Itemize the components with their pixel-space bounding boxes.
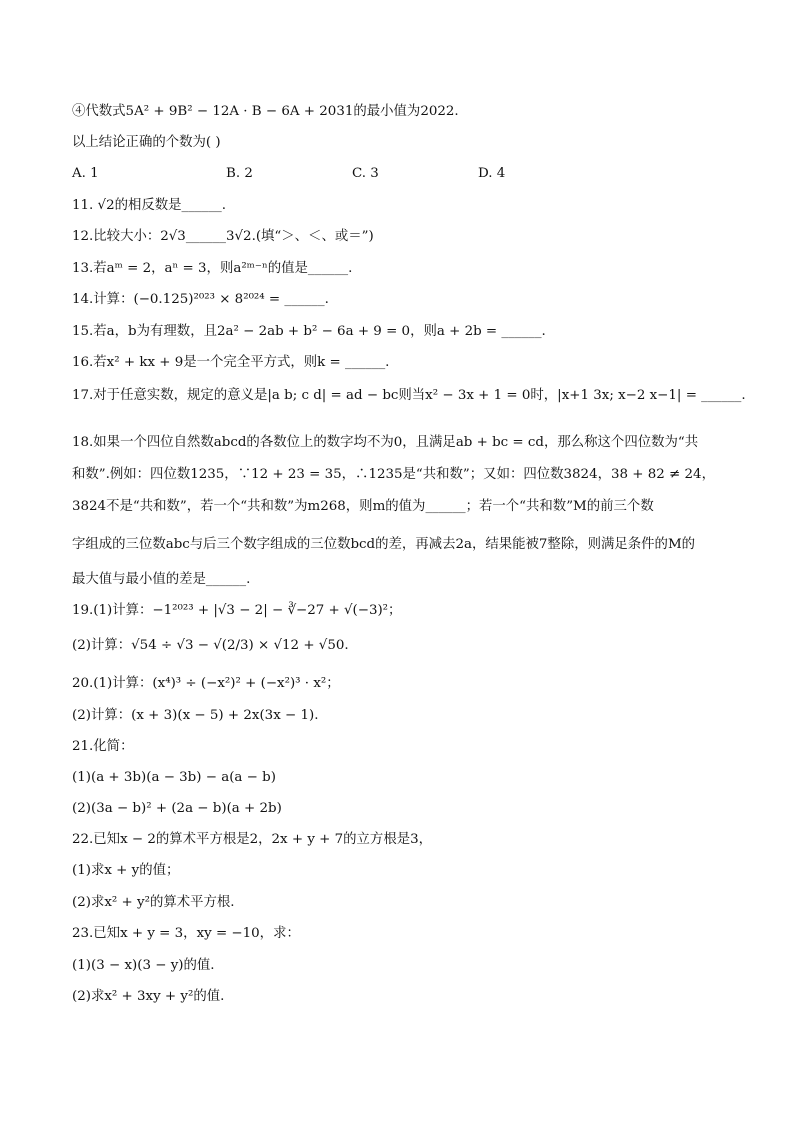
question-14: 14.计算：(−0.125)²⁰²³ × 8²⁰²⁴ = ______. [72,292,329,307]
question-10-prompt: 以上结论正确的个数为( ) [72,135,221,150]
question-19-part-1: 19.(1)计算：−1²⁰²³ + |√3 − 2| − ∛−27 + √(−3)²； [72,603,402,618]
question-21-part-1: (1)(a + 3b)(a − 3b) − a(a − b) [72,770,276,785]
question-22-heading: 22.已知x − 2的算术平方根是2，2x + y + 7的立方根是3， [72,832,433,847]
question-23-part-2: (2)求x² + 3xy + y²的值. [72,989,225,1004]
statement-4: ④代数式5A² + 9B² − 12A · B − 6A + 2031的最小值为2022. [72,104,459,119]
question-18-line-3: 3824不是“共和数”，若一个“共和数”为m268，则m的值为______；若一个“共和数”M的前三个数 [72,499,654,514]
question-12: 12.比较大小：2√3______3√2.(填“＞、＜、或＝”) [72,229,374,244]
question-23-part-1: (1)(3 − x)(3 − y)的值. [72,958,215,973]
question-17: 17.对于任意实数，规定的意义是|a b; c d| = ad − bc则当x² − 3x + 1 = 0时，|x+1 3x; x−2 x−1| = ______. [72,388,746,403]
question-23-heading: 23.已知x + y = 3，xy = −10，求： [72,926,300,941]
choice-d: D. 4 [478,166,506,181]
question-18-line-4: 字组成的三位数abc与后三个数字组成的三位数bcd的差，再减去2a，结果能被7整除，则满足条件的M的 [72,537,696,552]
choice-c: C. 3 [352,166,379,181]
choice-b: B. 2 [226,166,253,181]
question-22-part-2: (2)求x² + y²的算术平方根. [72,895,235,910]
question-20-part-2: (2)计算：(x + 3)(x − 5) + 2x(3x − 1). [72,708,319,723]
question-21-part-2: (2)(3a − b)² + (2a − b)(a + 2b) [72,801,282,816]
question-22-part-1: (1)求x + y的值； [72,863,180,878]
question-15: 15.若a，b为有理数，且2a² − 2ab + b² − 6a + 9 = 0，则a + 2b = ______. [72,324,546,339]
question-19-part-2: (2)计算：√54 ÷ √3 − √(2/3) × √12 + √50. [72,638,349,653]
question-11: 11. √2的相反数是______. [72,198,226,213]
question-10-choices [72,164,712,184]
question-18-line-1: 18.如果一个四位自然数abcd的各数位上的数字均不为0，且满足ab + bc = cd，那么称这个四位数为“共 [72,435,699,450]
question-16: 16.若x² + kx + 9是一个完全平方式，则k = ______. [72,355,390,370]
question-18-line-5: 最大值与最小值的差是______. [72,572,251,587]
question-20-part-1: 20.(1)计算：(x⁴)³ ÷ (−x²)² + (−x²)³ · x²； [72,676,340,691]
choice-a: A. 1 [72,166,99,181]
question-13: 13.若aᵐ = 2，aⁿ = 3，则a²ᵐ⁻ⁿ的值是______. [72,261,353,276]
question-18-line-2: 和数”.例如：四位数1235，∵12 + 23 = 35，∴1235是“共和数”；又如：四位数3824，38 + 82 ≠ 24， [72,467,715,482]
question-21-heading: 21.化简： [72,739,134,754]
